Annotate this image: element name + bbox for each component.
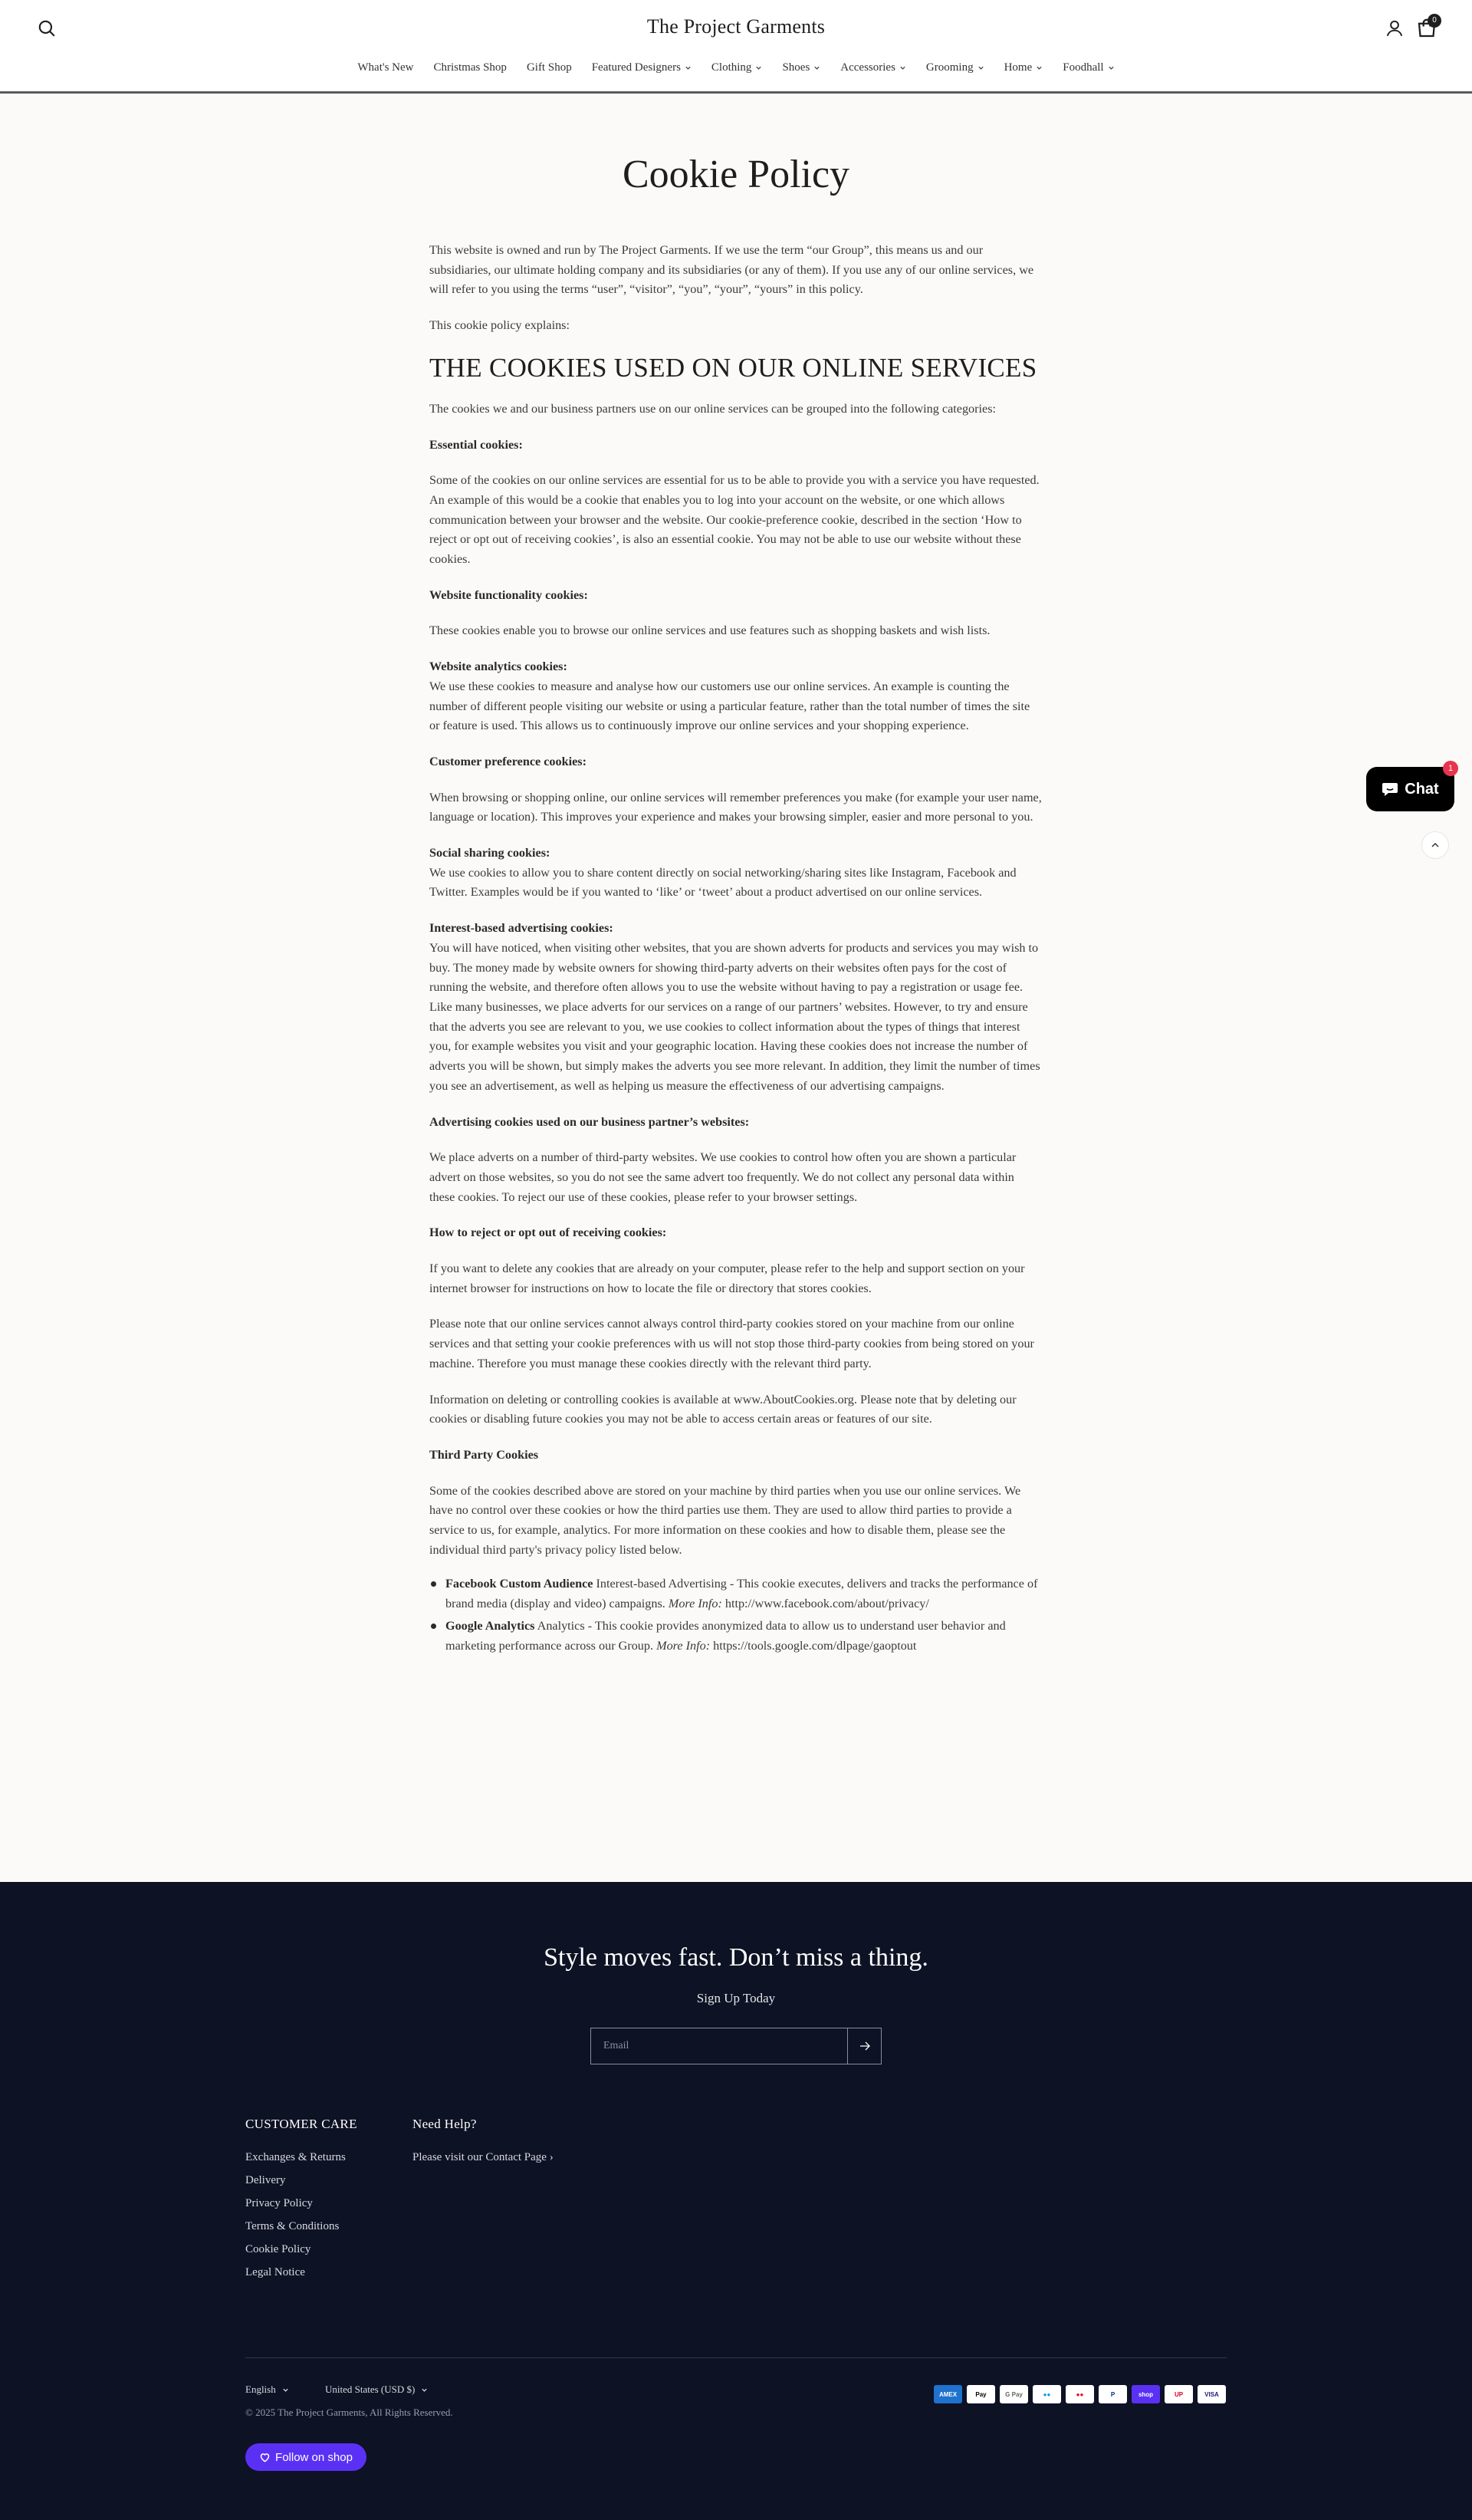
nav-item-foodhall[interactable] xyxy=(1063,57,1114,78)
more-info-label: More Info xyxy=(668,1597,718,1611)
policy-content xyxy=(429,241,1043,1658)
payment-apple-pay-icon: Pay xyxy=(967,2385,995,2403)
chevron-down-icon xyxy=(1036,64,1043,71)
footer-divider xyxy=(245,2357,1227,2358)
nav-item-label: Grooming xyxy=(925,61,974,74)
payment-google-pay-icon: G Pay xyxy=(1000,2385,1028,2403)
copyright: © 2025 The Project Garments, All Rights Reserved. xyxy=(245,2407,453,2418)
analytics-label: Website analytics cookies: xyxy=(429,660,567,674)
nav-item-label: Home xyxy=(1004,61,1033,74)
essential-text: Some of the cookies on our online services are essential for us to be able to provide you with a service you have requested. An example of this would be a cookie that enables you to log into your account on the website, or one which allows communication between your browser and the website. Our cookie-preference cookie, described in the section ‘How to reject or opt out of receiving cookies’, is also an essential cookie. You may not be able to use our website without these cookies. xyxy=(429,473,1040,567)
list-item: Facebook Custom Audience Interest-based Advertising - This cookie executes, delivers and tracks the performance of brand media (display and video) campaigns. More Info: http://www.facebook.com/about/privacy/ xyxy=(429,1574,1043,1614)
nav-item-clothing[interactable] xyxy=(711,57,763,78)
footer-link-exchanges[interactable]: Exchanges & Returns xyxy=(245,2151,346,2163)
follow-on-shop-label: Follow on shop xyxy=(275,2450,353,2464)
preference-label: Customer preference cookies: xyxy=(429,754,586,768)
social-label: Social sharing cookies: xyxy=(429,846,550,860)
nav-item-accessories[interactable] xyxy=(840,57,906,78)
nav-item-gift-shop[interactable] xyxy=(527,57,572,78)
nav-item-what-s-new[interactable] xyxy=(357,57,413,78)
chevron-down-icon xyxy=(755,64,762,71)
follow-on-shop-button[interactable] xyxy=(245,2443,366,2471)
chevron-down-icon xyxy=(899,64,906,71)
nav-item-label: Foodhall xyxy=(1063,61,1104,74)
section-heading: THE COOKIES USED ON OUR ONLINE SERVICES xyxy=(429,352,1037,383)
payment-maestro-icon: ●● xyxy=(1033,2385,1061,2403)
third-party-desc: Analytics - This cookie provides anonymized data to allow us to understand user behavior and marketing performance across our Group. xyxy=(445,1618,1006,1653)
page-title: Cookie Policy xyxy=(622,153,850,196)
functionality-text: These cookies enable you to browse our online services and use features such as shopping baskets and wish lists. xyxy=(429,623,991,638)
third-party-text: Some of the cookies described above are stored on your machine by third parties when you use our online services. We have no control over these cookies or how the third parties use them. They are used to allow third parties to provide a service to us, for example, analytics. For more information on these cookies and how to disable them, please see the individual third party's privacy policy listed below. xyxy=(429,1483,1021,1557)
email-field[interactable] xyxy=(591,2028,847,2064)
third-party-label: Third Party Cookies xyxy=(429,1447,539,1462)
analytics-block xyxy=(429,657,1043,736)
nav-item-label: Accessories xyxy=(840,61,895,74)
footer-link-legal[interactable]: Legal Notice xyxy=(245,2266,305,2278)
explains-paragraph: This cookie policy explains: xyxy=(429,318,570,333)
contact-page-label: Please visit our Contact Page xyxy=(412,2151,547,2163)
payment-visa-icon: VISA xyxy=(1198,2385,1226,2403)
chevron-down-icon xyxy=(685,64,692,71)
social-block xyxy=(429,844,1043,903)
nav-item-featured-designers[interactable] xyxy=(592,57,692,78)
language-selector[interactable] xyxy=(245,2383,289,2396)
intro-paragraph: This website is owned and run by The Project Garments. If we use the term “our Group”, this means us and our subsidiaries, our ultimate holding company and its subsidiaries (or any of them). If you use any of our online services, we will refer to you using the terms “user”, “visitor”, “you”, “your”, “yours” in this policy. xyxy=(429,243,1034,297)
chevron-down-icon xyxy=(421,2387,428,2393)
third-party-name: Google Analytics xyxy=(445,1618,535,1633)
brand-logo[interactable]: The Project Garments xyxy=(646,15,826,38)
footer-link-delivery[interactable]: Delivery xyxy=(245,2174,286,2186)
currency-value: United States (USD $) xyxy=(325,2383,416,2395)
chevron-right-icon: › xyxy=(549,2151,554,2163)
newsletter-title: Style moves fast. Don’t miss a thing. xyxy=(544,1943,928,1972)
third-party-url[interactable]: https://tools.google.com/dlpage/gaoptout xyxy=(713,1638,917,1653)
nav-item-label: Christmas Shop xyxy=(433,61,507,74)
social-text: We use cookies to allow you to share content directly on social networking/sharing sites like Instagram, Facebook and Twitter. Examples would be if you wanted to ‘like’ or ‘tweet’ about a product advertised on our online services. xyxy=(429,865,1017,900)
partner-label: Advertising cookies used on our business partner’s websites: xyxy=(429,1114,750,1129)
scroll-to-top-button[interactable] xyxy=(1421,831,1449,859)
site-header xyxy=(0,0,1472,94)
newsletter-subtitle: Sign Up Today xyxy=(696,1991,776,2005)
payment-mastercard-icon: ●● xyxy=(1066,2385,1094,2403)
interest-block xyxy=(429,919,1043,1096)
grouped-paragraph: The cookies we and our business partners use on our online services can be grouped into the following categories: xyxy=(429,401,997,416)
functionality-label: Website functionality cookies: xyxy=(429,587,588,602)
chevron-down-icon xyxy=(813,64,820,71)
language-value: English xyxy=(245,2383,276,2395)
third-party-name: Facebook Custom Audience xyxy=(445,1577,593,1591)
contact-page-link[interactable] xyxy=(412,2146,554,2169)
partner-text: We place adverts on a number of third-party websites. We use cookies to control how often you are shown a particular advert on those websites, so you do not see the same advert too frequently. We do not collect any personal data within these cookies. To reject our use of these cookies, please refer to your browser settings. xyxy=(429,1150,1017,1204)
footer-link-cookie[interactable]: Cookie Policy xyxy=(245,2243,311,2255)
chevron-down-icon xyxy=(282,2387,289,2393)
main-nav xyxy=(0,57,1472,78)
chat-notification-badge: 1 xyxy=(1443,761,1458,776)
nav-item-christmas-shop[interactable] xyxy=(434,57,507,78)
more-info-label: More Info xyxy=(656,1638,706,1653)
nav-item-label: Featured Designers xyxy=(591,61,681,74)
chat-label: Chat xyxy=(1405,780,1439,798)
account-icon[interactable] xyxy=(1385,18,1405,38)
nav-item-label: Clothing xyxy=(711,61,752,74)
heart-icon xyxy=(259,2452,271,2462)
nav-item-label: Gift Shop xyxy=(526,61,572,74)
third-party-list xyxy=(429,1574,1043,1656)
newsletter-submit-button[interactable] xyxy=(847,2028,881,2064)
footer-link-terms[interactable]: Terms & Conditions xyxy=(245,2220,340,2232)
payment-union-pay-icon: UP xyxy=(1165,2385,1193,2403)
nav-item-label: Shoes xyxy=(782,61,810,74)
arrow-right-icon xyxy=(859,2041,870,2051)
need-help-column xyxy=(412,2117,554,2169)
payment-shop-pay-icon: shop xyxy=(1132,2385,1160,2403)
payment-paypal-icon: P xyxy=(1099,2385,1127,2403)
bullet xyxy=(431,1581,436,1587)
reject-text-2: Please note that our online services cannot always control third-party cookies stored on your machine from our online services and that setting your cookie preferences with us will not stop those third-party cookies from being stored on your machine. Therefore you must manage these cookies directly with the relevant third party. xyxy=(429,1317,1034,1370)
payment-american-express-icon: AMEX xyxy=(934,2385,962,2403)
list-item: Google Analytics Analytics - This cookie provides anonymized data to allow us to understand user behavior and marketing performance across our Group. More Info: https://tools.google.com/dlpage/gaoptout xyxy=(429,1617,1043,1656)
currency-selector[interactable] xyxy=(325,2383,428,2396)
interest-text: You will have noticed, when visiting other websites, that you are shown adverts for products and services you may wish to buy. The money made by website owners for showing third-party adverts on their websites often pays for the cost of running the website, and therefore often allows you to use the website without having to pay a registration or usage fee. Like many businesses, we place adverts for our services on a range of our partners’ websites. However, to try and ensure that the adverts you see are relevant to you, we use cookies to collect information about the types of things that interest you, for example websites you visit and your geographic location. Having these cookies does not increase the number of adverts you will be shown, but simply makes the adverts you see more relevant. In addition, they limit the number of times you see an advertisement, as well as helping us measure the effectiveness of our advertising campaigns. xyxy=(429,940,1040,1093)
nav-item-label: What's New xyxy=(357,61,414,74)
third-party-desc: Interest-based Advertising - This cookie executes, delivers and tracks the performance of brand media (display and video) campaigns. xyxy=(445,1577,1038,1611)
chevron-up-icon xyxy=(1431,841,1440,850)
preference-text: When browsing or shopping online, our online services will remember preferences you make (for example your user name, language or location). This improves your experience and makes your browsing simpler, easier and more personal to you. xyxy=(429,790,1042,824)
footer-link-privacy[interactable]: Privacy Policy xyxy=(245,2197,313,2209)
site-footer xyxy=(0,1882,1472,2520)
third-party-url[interactable]: http://www.facebook.com/about/privacy/ xyxy=(724,1597,929,1611)
customer-care-title: CUSTOMER CARE xyxy=(245,2117,357,2131)
nav-item-grooming[interactable] xyxy=(926,57,984,78)
chat-bubble-icon xyxy=(1382,781,1398,797)
need-help-title: Need Help? xyxy=(412,2117,477,2131)
essential-label: Essential cookies: xyxy=(429,437,523,452)
chevron-down-icon xyxy=(978,64,984,71)
interest-label: Interest-based advertising cookies: xyxy=(429,921,613,936)
reject-text-1: If you want to delete any cookies that are already on your computer, please refer to the help and support section on your internet browser for instructions on how to locate the file or directory that stores cookies. xyxy=(429,1262,1025,1295)
payment-methods xyxy=(934,2385,1226,2403)
chevron-down-icon xyxy=(1108,64,1115,71)
bullet xyxy=(431,1624,436,1629)
chat-button[interactable] xyxy=(1366,767,1454,811)
reject-label: How to reject or opt out of receiving cookies: xyxy=(429,1225,667,1240)
nav-item-shoes[interactable] xyxy=(782,57,820,78)
cart-count-badge: 0 xyxy=(1428,14,1441,28)
newsletter-form xyxy=(590,2028,882,2064)
nav-item-home[interactable] xyxy=(1004,57,1043,78)
customer-care-column xyxy=(245,2117,357,2284)
reject-text-3: Information on deleting or controlling cookies is available at www.AboutCookies.org. Please note that by deleting our cookies or disabling future cookies you may not be able to access certain areas or features of our site. xyxy=(429,1392,1017,1426)
analytics-text: We use these cookies to measure and analyse how our customers use our online services. An example is counting the number of different people visiting our website or using a particular feature, rather than the total number of times the site or feature is used. This allows us to continuously improve our online services and your shopping experience. xyxy=(429,679,1030,733)
